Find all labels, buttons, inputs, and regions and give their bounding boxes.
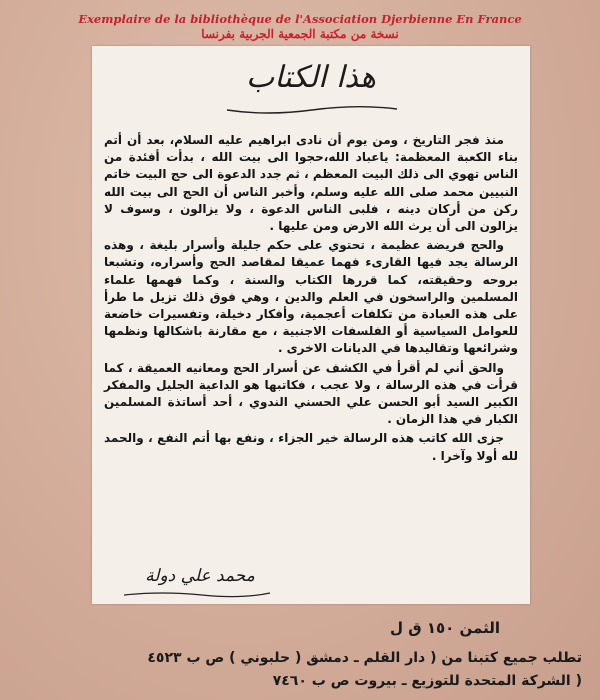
signature-underline-icon: [122, 590, 272, 598]
body-text: [104, 132, 518, 467]
library-stamp-french: Exemplaire de la bibliothèque de l'Association Djerbienne En France: [78, 12, 522, 26]
page-title: هذا الكتاب: [246, 60, 376, 95]
library-stamp-arabic: نسخة من مكتبة الجمعية الجربية بفرنسا: [201, 27, 399, 41]
title-flourish-icon: [222, 104, 402, 116]
paragraph: جزى الله كاتب هذه الرسالة خير الجزاء ، ونفع بها أتم النفع ، والحمد لله أولا وآخرا .: [104, 431, 518, 463]
text-panel: [92, 46, 530, 604]
distribution-line: تطلب جميع كتبنا من ( دار القلم ـ دمشق ( حلبوني ) ص ب ٤٥٢٣: [147, 650, 582, 666]
price-label: الثمن ١٥٠ ق ل: [389, 619, 500, 637]
paragraph: منذ فجر التاريخ ، ومن يوم أن نادى ابراهيم عليه السلام، بعد أن أتم بناء الكعبة المعظمة: ياعباد الله،حجوا الى بيت الله ، بدأت أفئدة من الناس تهوي الى ذلك البيت المعظم ، ثم جدد الدعوة الى حج البيت خاتم النبيين محمد صلى الله عليه وسلم، وأخبر الناس أن الحج الى بيت الله ركن من أركان دينه ، فلبى الناس الدعوة ، ولا يزالون ، وسوف لا يزالون الى أن يرث الله الارض ومن عليها .: [104, 133, 518, 234]
paragraph: والحج فريضة عظيمة ، تحتوي على حكم جليلة وأسرار بليغة ، وهذه الرسالة يجد فيها القارىء فهما عميقا لمقاصد الحج وأسراره، وتشبعا بروحه وحقيقته، كما قررها الكتاب والسنة ، وكما فهمها علماء المسلمين والراسخون في العلم والدين ، وهي فوق ذلك تزيل ما طرأ على هذه العبادة من تكلفات أعجمية، وأفكار دخيلة، وتفسيرات خاضعة للعوامل السياسية أو الفلسفات الاجنبية ، مع مقارنة باشكالها ونظمها وشرائعها وتقاليدها في الديانات الاخرى .: [104, 238, 518, 356]
author-signature: محمد علي دولة: [145, 566, 255, 586]
paragraph: والحق أني لم أقرأ في الكشف عن أسرار الحج ومعانيه العميقة ، كما قرأت في هذه الرسالة ، ولا عجب ، فكاتبها هو الداعية الجليل والمفكر الكبير السيد أبو الحسن علي الحسني الندوي ، أحد أساتذة المسلمين الكبار في هذا الزمان .: [104, 360, 518, 427]
distribution-line: ( الشركة المتحدة للتوزيع ـ بيروت ص ب ٧٤٦٠: [272, 673, 582, 689]
